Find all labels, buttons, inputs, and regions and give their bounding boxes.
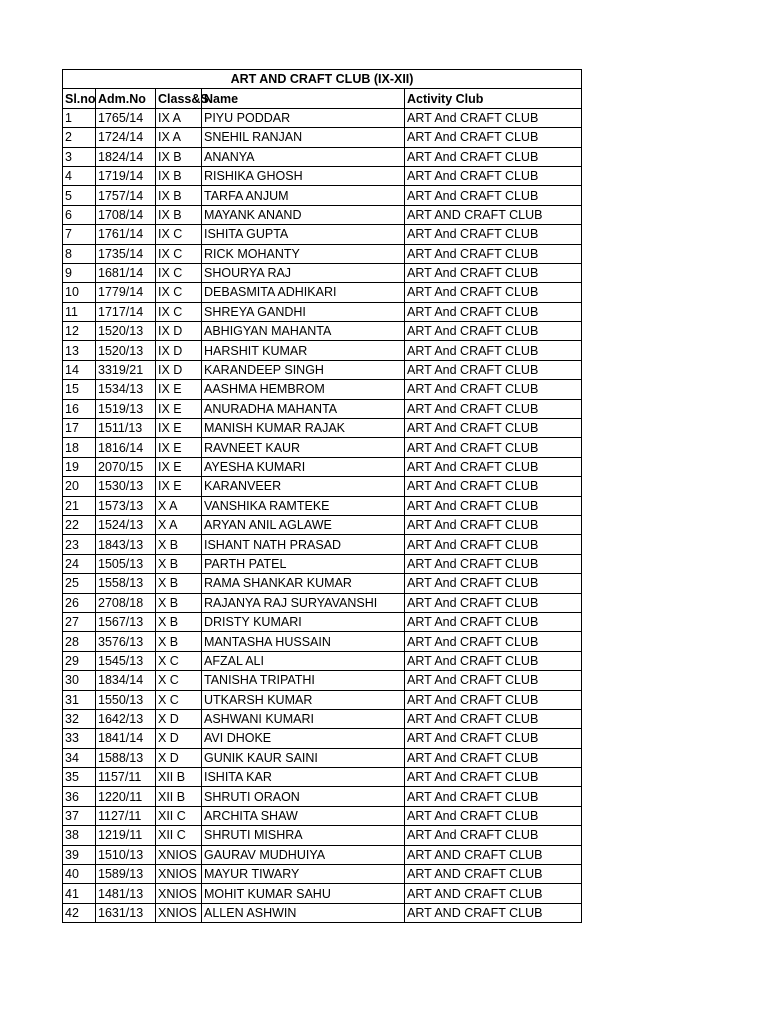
cell-adm-no: 1719/14 <box>96 166 156 185</box>
cell-slno: 23 <box>63 535 96 554</box>
cell-class-section: X B <box>156 574 202 593</box>
header-row <box>63 89 582 108</box>
cell-activity-club: ART And CRAFT CLUB <box>405 399 582 418</box>
cell-name: ANURADHA MAHANTA <box>202 399 405 418</box>
cell-adm-no: 1519/13 <box>96 399 156 418</box>
cell-slno: 13 <box>63 341 96 360</box>
cell-adm-no: 1220/11 <box>96 787 156 806</box>
cell-slno: 26 <box>63 593 96 612</box>
cell-name: PARTH PATEL <box>202 554 405 573</box>
table-title: ART AND CRAFT CLUB (IX-XII) <box>63 70 582 89</box>
cell-adm-no: 1589/13 <box>96 865 156 884</box>
cell-name: AYESHA KUMARI <box>202 457 405 476</box>
cell-adm-no: 1511/13 <box>96 419 156 438</box>
cell-name: VANSHIKA RAMTEKE <box>202 496 405 515</box>
cell-name: MAYANK ANAND <box>202 205 405 224</box>
cell-name: RICK MOHANTY <box>202 244 405 263</box>
cell-slno: 19 <box>63 457 96 476</box>
cell-adm-no: 1642/13 <box>96 709 156 728</box>
header-adm-no: Adm.No <box>96 89 156 108</box>
cell-activity-club: ART And CRAFT CLUB <box>405 787 582 806</box>
cell-name: ISHANT NATH PRASAD <box>202 535 405 554</box>
table-row <box>63 748 582 767</box>
cell-slno: 32 <box>63 709 96 728</box>
cell-adm-no: 1779/14 <box>96 283 156 302</box>
cell-activity-club: ART And CRAFT CLUB <box>405 263 582 282</box>
table-row <box>63 302 582 321</box>
cell-adm-no: 1681/14 <box>96 263 156 282</box>
cell-slno: 4 <box>63 166 96 185</box>
cell-class-section: XII B <box>156 768 202 787</box>
cell-name: DEBASMITA ADHIKARI <box>202 283 405 302</box>
cell-activity-club: ART And CRAFT CLUB <box>405 748 582 767</box>
cell-adm-no: 1524/13 <box>96 515 156 534</box>
cell-adm-no: 1534/13 <box>96 380 156 399</box>
cell-name: ABHIGYAN MAHANTA <box>202 322 405 341</box>
cell-name: AVI DHOKE <box>202 729 405 748</box>
club-roster-table <box>62 69 582 923</box>
header-slno: Sl.no <box>63 89 96 108</box>
cell-activity-club: ART And CRAFT CLUB <box>405 515 582 534</box>
cell-adm-no: 1157/11 <box>96 768 156 787</box>
cell-activity-club: ART And CRAFT CLUB <box>405 768 582 787</box>
cell-adm-no: 1757/14 <box>96 186 156 205</box>
cell-adm-no: 2070/15 <box>96 457 156 476</box>
header-name: Name <box>202 89 405 108</box>
cell-class-section: X B <box>156 593 202 612</box>
cell-adm-no: 1481/13 <box>96 884 156 903</box>
cell-class-section: X D <box>156 709 202 728</box>
cell-class-section: IX D <box>156 341 202 360</box>
cell-class-section: IX C <box>156 302 202 321</box>
cell-class-section: XII C <box>156 806 202 825</box>
cell-slno: 8 <box>63 244 96 263</box>
cell-name: DRISTY KUMARI <box>202 612 405 631</box>
cell-activity-club: ART And CRAFT CLUB <box>405 826 582 845</box>
cell-slno: 1 <box>63 108 96 127</box>
cell-activity-club: ART And CRAFT CLUB <box>405 283 582 302</box>
cell-name: ALLEN ASHWIN <box>202 903 405 922</box>
cell-activity-club: ART And CRAFT CLUB <box>405 166 582 185</box>
cell-activity-club: ART And CRAFT CLUB <box>405 651 582 670</box>
cell-name: ISHITA GUPTA <box>202 225 405 244</box>
cell-slno: 38 <box>63 826 96 845</box>
cell-activity-club: ART And CRAFT CLUB <box>405 128 582 147</box>
cell-activity-club: ART And CRAFT CLUB <box>405 360 582 379</box>
cell-class-section: XNIOS <box>156 884 202 903</box>
cell-class-section: IX E <box>156 477 202 496</box>
cell-adm-no: 1545/13 <box>96 651 156 670</box>
cell-class-section: IX B <box>156 166 202 185</box>
cell-name: ARYAN ANIL AGLAWE <box>202 515 405 534</box>
cell-activity-club: ART And CRAFT CLUB <box>405 438 582 457</box>
cell-activity-club: ART And CRAFT CLUB <box>405 709 582 728</box>
table-row <box>63 903 582 922</box>
table-row <box>63 632 582 651</box>
table-row <box>63 283 582 302</box>
cell-class-section: X B <box>156 535 202 554</box>
cell-name: KARANDEEP SINGH <box>202 360 405 379</box>
cell-slno: 34 <box>63 748 96 767</box>
table-row <box>63 535 582 554</box>
cell-slno: 2 <box>63 128 96 147</box>
cell-slno: 14 <box>63 360 96 379</box>
cell-adm-no: 1816/14 <box>96 438 156 457</box>
table-row <box>63 244 582 263</box>
cell-adm-no: 1765/14 <box>96 108 156 127</box>
cell-activity-club: ART And CRAFT CLUB <box>405 419 582 438</box>
cell-adm-no: 1520/13 <box>96 341 156 360</box>
cell-slno: 3 <box>63 147 96 166</box>
table-row <box>63 845 582 864</box>
cell-adm-no: 1824/14 <box>96 147 156 166</box>
cell-activity-club: ART And CRAFT CLUB <box>405 380 582 399</box>
cell-slno: 20 <box>63 477 96 496</box>
cell-activity-club: ART And CRAFT CLUB <box>405 186 582 205</box>
cell-adm-no: 1505/13 <box>96 554 156 573</box>
cell-class-section: IX B <box>156 186 202 205</box>
cell-class-section: IX E <box>156 457 202 476</box>
cell-activity-club: ART And CRAFT CLUB <box>405 302 582 321</box>
cell-activity-club: ART And CRAFT CLUB <box>405 593 582 612</box>
table-row <box>63 399 582 418</box>
cell-activity-club: ART And CRAFT CLUB <box>405 244 582 263</box>
cell-slno: 12 <box>63 322 96 341</box>
table-row <box>63 108 582 127</box>
cell-slno: 10 <box>63 283 96 302</box>
cell-class-section: IX A <box>156 108 202 127</box>
cell-activity-club: ART And CRAFT CLUB <box>405 574 582 593</box>
cell-adm-no: 1558/13 <box>96 574 156 593</box>
cell-slno: 28 <box>63 632 96 651</box>
cell-adm-no: 1219/11 <box>96 826 156 845</box>
cell-name: SNEHIL RANJAN <box>202 128 405 147</box>
cell-class-section: X A <box>156 515 202 534</box>
table-body <box>63 108 582 922</box>
table-row <box>63 554 582 573</box>
cell-name: GAURAV MUDHUIYA <box>202 845 405 864</box>
cell-class-section: XNIOS <box>156 845 202 864</box>
cell-slno: 6 <box>63 205 96 224</box>
table-row <box>63 651 582 670</box>
cell-activity-club: ART And CRAFT CLUB <box>405 612 582 631</box>
table-row <box>63 263 582 282</box>
cell-activity-club: ART And CRAFT CLUB <box>405 225 582 244</box>
cell-class-section: IX E <box>156 399 202 418</box>
table-row <box>63 380 582 399</box>
cell-adm-no: 1127/11 <box>96 806 156 825</box>
table-row <box>63 690 582 709</box>
cell-slno: 30 <box>63 671 96 690</box>
cell-name: SHREYA GANDHI <box>202 302 405 321</box>
cell-class-section: X C <box>156 671 202 690</box>
cell-activity-club: ART And CRAFT CLUB <box>405 457 582 476</box>
cell-activity-club: ART And CRAFT CLUB <box>405 729 582 748</box>
table-row <box>63 806 582 825</box>
table-row <box>63 515 582 534</box>
title-row <box>63 70 582 89</box>
table-row <box>63 574 582 593</box>
cell-activity-club: ART And CRAFT CLUB <box>405 477 582 496</box>
cell-class-section: XII C <box>156 826 202 845</box>
cell-adm-no: 1573/13 <box>96 496 156 515</box>
cell-slno: 33 <box>63 729 96 748</box>
cell-name: ISHITA KAR <box>202 768 405 787</box>
table-row <box>63 457 582 476</box>
cell-activity-club: ART And CRAFT CLUB <box>405 806 582 825</box>
cell-adm-no: 1520/13 <box>96 322 156 341</box>
cell-slno: 17 <box>63 419 96 438</box>
cell-name: MANISH KUMAR RAJAK <box>202 419 405 438</box>
cell-class-section: X B <box>156 632 202 651</box>
table-row <box>63 612 582 631</box>
table-row <box>63 826 582 845</box>
cell-name: RAVNEET KAUR <box>202 438 405 457</box>
table-row <box>63 671 582 690</box>
cell-class-section: X C <box>156 651 202 670</box>
cell-name: MANTASHA HUSSAIN <box>202 632 405 651</box>
cell-name: UTKARSH KUMAR <box>202 690 405 709</box>
cell-adm-no: 3319/21 <box>96 360 156 379</box>
cell-slno: 21 <box>63 496 96 515</box>
cell-slno: 42 <box>63 903 96 922</box>
cell-adm-no: 1567/13 <box>96 612 156 631</box>
cell-name: AASHMA HEMBROM <box>202 380 405 399</box>
cell-activity-club: ART And CRAFT CLUB <box>405 535 582 554</box>
table-row <box>63 729 582 748</box>
cell-class-section: IX B <box>156 205 202 224</box>
cell-slno: 5 <box>63 186 96 205</box>
cell-class-section: IX D <box>156 360 202 379</box>
cell-slno: 22 <box>63 515 96 534</box>
cell-slno: 29 <box>63 651 96 670</box>
cell-slno: 37 <box>63 806 96 825</box>
cell-adm-no: 1735/14 <box>96 244 156 263</box>
cell-adm-no: 2708/18 <box>96 593 156 612</box>
cell-adm-no: 1843/13 <box>96 535 156 554</box>
cell-activity-club: ART And CRAFT CLUB <box>405 690 582 709</box>
cell-activity-club: ART And CRAFT CLUB <box>405 496 582 515</box>
table-row <box>63 477 582 496</box>
table-row <box>63 496 582 515</box>
table-row <box>63 360 582 379</box>
table-row <box>63 147 582 166</box>
table-row <box>63 186 582 205</box>
cell-name: SHRUTI MISHRA <box>202 826 405 845</box>
cell-name: TARFA ANJUM <box>202 186 405 205</box>
cell-class-section: X B <box>156 554 202 573</box>
cell-name: GUNIK KAUR SAINI <box>202 748 405 767</box>
table-row <box>63 225 582 244</box>
cell-slno: 16 <box>63 399 96 418</box>
cell-activity-club: ART And CRAFT CLUB <box>405 632 582 651</box>
cell-activity-club: ART And CRAFT CLUB <box>405 322 582 341</box>
cell-class-section: IX C <box>156 263 202 282</box>
cell-name: ASHWANI KUMARI <box>202 709 405 728</box>
cell-adm-no: 1510/13 <box>96 845 156 864</box>
cell-class-section: X B <box>156 612 202 631</box>
cell-class-section: X A <box>156 496 202 515</box>
cell-class-section: IX C <box>156 225 202 244</box>
cell-slno: 35 <box>63 768 96 787</box>
cell-adm-no: 1530/13 <box>96 477 156 496</box>
header-class-section: Class&S <box>156 89 202 108</box>
cell-slno: 27 <box>63 612 96 631</box>
cell-class-section: IX A <box>156 128 202 147</box>
cell-activity-club: ART AND CRAFT CLUB <box>405 884 582 903</box>
table-row <box>63 709 582 728</box>
cell-adm-no: 1717/14 <box>96 302 156 321</box>
cell-name: TANISHA TRIPATHI <box>202 671 405 690</box>
cell-slno: 24 <box>63 554 96 573</box>
table-row <box>63 166 582 185</box>
cell-class-section: IX C <box>156 244 202 263</box>
cell-class-section: X D <box>156 748 202 767</box>
cell-class-section: XNIOS <box>156 903 202 922</box>
cell-activity-club: ART And CRAFT CLUB <box>405 147 582 166</box>
table-row <box>63 205 582 224</box>
cell-class-section: XII B <box>156 787 202 806</box>
cell-activity-club: ART AND CRAFT CLUB <box>405 845 582 864</box>
table-row <box>63 865 582 884</box>
cell-activity-club: ART AND CRAFT CLUB <box>405 205 582 224</box>
cell-name: PIYU PODDAR <box>202 108 405 127</box>
cell-slno: 15 <box>63 380 96 399</box>
table-row <box>63 128 582 147</box>
cell-class-section: IX B <box>156 147 202 166</box>
table-row <box>63 419 582 438</box>
table-row <box>63 787 582 806</box>
table-row <box>63 322 582 341</box>
cell-activity-club: ART AND CRAFT CLUB <box>405 865 582 884</box>
cell-class-section: XNIOS <box>156 865 202 884</box>
cell-adm-no: 1550/13 <box>96 690 156 709</box>
cell-slno: 9 <box>63 263 96 282</box>
cell-name: ANANYA <box>202 147 405 166</box>
cell-activity-club: ART And CRAFT CLUB <box>405 671 582 690</box>
header-activity-club: Activity Club <box>405 89 582 108</box>
cell-name: ARCHITA SHAW <box>202 806 405 825</box>
cell-slno: 11 <box>63 302 96 321</box>
cell-adm-no: 1841/14 <box>96 729 156 748</box>
cell-slno: 36 <box>63 787 96 806</box>
cell-adm-no: 1834/14 <box>96 671 156 690</box>
cell-activity-club: ART And CRAFT CLUB <box>405 341 582 360</box>
cell-activity-club: ART And CRAFT CLUB <box>405 554 582 573</box>
cell-name: RAJANYA RAJ SURYAVANSHI <box>202 593 405 612</box>
cell-name: MAYUR TIWARY <box>202 865 405 884</box>
cell-name: SHRUTI ORAON <box>202 787 405 806</box>
table-row <box>63 438 582 457</box>
cell-name: RAMA SHANKAR KUMAR <box>202 574 405 593</box>
cell-adm-no: 3576/13 <box>96 632 156 651</box>
cell-slno: 40 <box>63 865 96 884</box>
cell-slno: 31 <box>63 690 96 709</box>
cell-class-section: IX E <box>156 419 202 438</box>
cell-slno: 7 <box>63 225 96 244</box>
cell-slno: 18 <box>63 438 96 457</box>
table-row <box>63 768 582 787</box>
cell-class-section: X D <box>156 729 202 748</box>
cell-class-section: IX D <box>156 322 202 341</box>
cell-slno: 39 <box>63 845 96 864</box>
cell-adm-no: 1708/14 <box>96 205 156 224</box>
cell-activity-club: ART And CRAFT CLUB <box>405 108 582 127</box>
cell-class-section: IX C <box>156 283 202 302</box>
cell-name: RISHIKA GHOSH <box>202 166 405 185</box>
table-row <box>63 593 582 612</box>
cell-activity-club: ART AND CRAFT CLUB <box>405 903 582 922</box>
cell-name: KARANVEER <box>202 477 405 496</box>
cell-class-section: IX E <box>156 438 202 457</box>
cell-class-section: X C <box>156 690 202 709</box>
table-row <box>63 341 582 360</box>
cell-name: HARSHIT KUMAR <box>202 341 405 360</box>
cell-adm-no: 1761/14 <box>96 225 156 244</box>
cell-slno: 41 <box>63 884 96 903</box>
cell-name: SHOURYA RAJ <box>202 263 405 282</box>
cell-name: AFZAL ALI <box>202 651 405 670</box>
cell-slno: 25 <box>63 574 96 593</box>
table-row <box>63 884 582 903</box>
cell-adm-no: 1631/13 <box>96 903 156 922</box>
cell-adm-no: 1588/13 <box>96 748 156 767</box>
cell-class-section: IX E <box>156 380 202 399</box>
cell-name: MOHIT KUMAR SAHU <box>202 884 405 903</box>
cell-adm-no: 1724/14 <box>96 128 156 147</box>
